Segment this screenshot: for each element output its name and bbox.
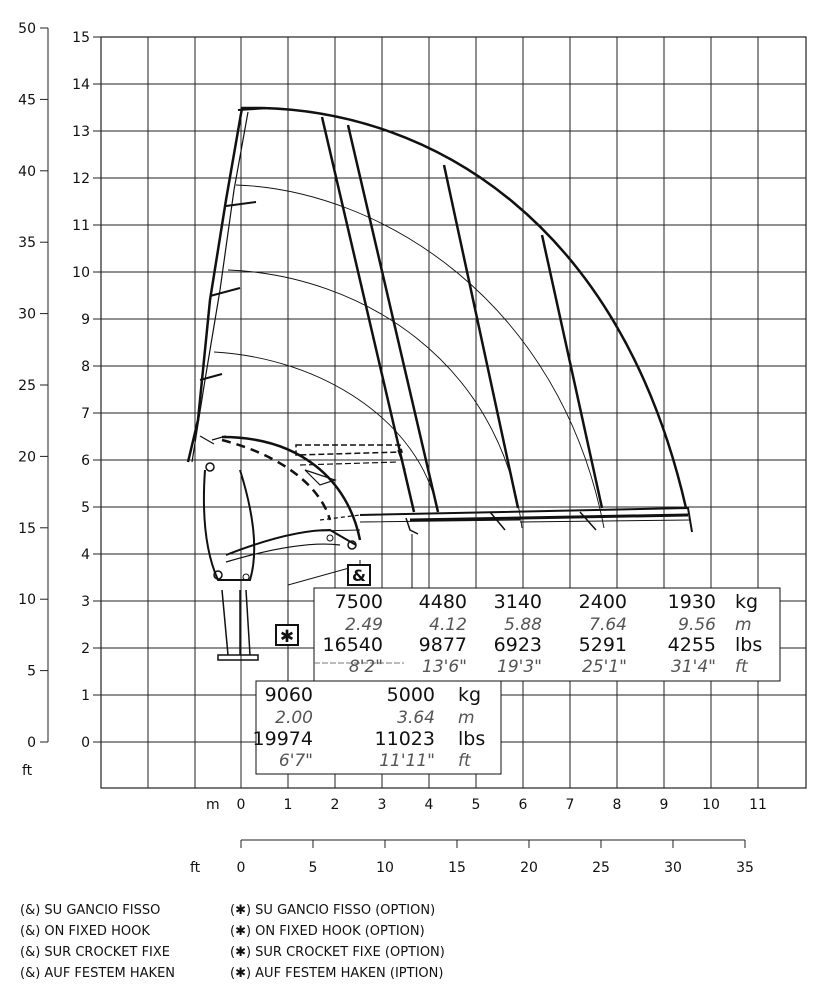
- m-value: 9.56: [678, 615, 716, 635]
- m-value: 2.00: [275, 708, 313, 728]
- legend-fixed-hook: [20, 903, 175, 981]
- legend-item: (&) SU GANCIO FISSO: [20, 903, 161, 918]
- lbs-value: 16540: [322, 634, 383, 656]
- unit-label: ft: [735, 657, 748, 677]
- lbs-value: 9877: [418, 634, 467, 656]
- ft-value: 13'6": [422, 657, 467, 677]
- bottom-m-ticks: [237, 797, 767, 813]
- m-tick-label: 10: [72, 265, 90, 281]
- svg-text:&: &: [352, 566, 366, 585]
- ft-tick-label: 35: [18, 235, 36, 252]
- fixed-hook-marker: [348, 565, 370, 585]
- ft-axis-ticks: [18, 21, 48, 751]
- bottom-ft-unit: ft: [190, 860, 201, 876]
- legend-item: (✱) AUF FESTEM HAKEN (IPTION): [230, 966, 444, 981]
- bottom-m-tick-label: 6: [518, 797, 528, 813]
- ft-value: 6'7": [278, 751, 313, 771]
- legend-item: (&) AUF FESTEM HAKEN: [20, 966, 176, 981]
- bottom-m-tick-label: 7: [565, 797, 575, 813]
- bottom-m-tick-label: 3: [377, 797, 387, 813]
- ft-tick-label: 40: [18, 163, 36, 180]
- ft-tick-label: 5: [27, 663, 36, 680]
- m-tick-label: 6: [81, 453, 90, 469]
- bottom-m-tick-label: 9: [659, 797, 669, 813]
- bottom-ft-tick-label: 20: [520, 860, 538, 876]
- legend-option: [230, 903, 445, 981]
- legend-item: (✱) SUR CROCKET FIXE (OPTION): [230, 945, 445, 960]
- m-tick-label: 14: [72, 77, 90, 93]
- bottom-m-tick-label: 1: [283, 797, 293, 813]
- m-value: 4.12: [429, 615, 467, 635]
- ft-tick-label: 15: [18, 520, 36, 537]
- m-value: 3.64: [397, 708, 435, 728]
- legend-item: (✱) ON FIXED HOOK (OPTION): [230, 924, 425, 939]
- m-tick-label: 1: [81, 688, 90, 704]
- m-tick-label: 3: [81, 594, 90, 610]
- ft-value: 19'3": [497, 657, 542, 677]
- lbs-value: 19974: [252, 728, 313, 750]
- bottom-m-unit: m: [206, 797, 220, 813]
- unit-label: lbs: [458, 728, 486, 750]
- ft-value: 31'4": [671, 657, 716, 677]
- bottom-m-tick-label: 4: [424, 797, 434, 813]
- m-tick-label: 9: [81, 312, 90, 328]
- lbs-value: 4255: [667, 634, 716, 656]
- m-value: 5.88: [504, 615, 542, 635]
- unit-label: m: [735, 615, 752, 635]
- lbs-value: 5291: [578, 634, 627, 656]
- bottom-m-tick-label: 8: [612, 797, 622, 813]
- bottom-m-tick-label: 5: [471, 797, 481, 813]
- bottom-ft-tick-label: 5: [308, 860, 318, 876]
- m-tick-label: 12: [72, 171, 90, 187]
- ft-tick-label: 10: [18, 592, 36, 609]
- kg-value: 7500: [334, 591, 383, 613]
- bottom-m-tick-label: 0: [236, 797, 246, 813]
- bottom-m-tick-label: 10: [702, 797, 720, 813]
- ft-tick-label: 20: [18, 449, 36, 466]
- kg-value: 1930: [667, 591, 716, 613]
- m-value: 2.49: [345, 615, 383, 635]
- bottom-ft-tick-label: 25: [592, 860, 610, 876]
- unit-label: kg: [735, 591, 759, 613]
- legend-item: (✱) SU GANCIO FISSO (OPTION): [230, 903, 436, 918]
- m-tick-label: 0: [81, 735, 90, 751]
- kg-value: 2400: [578, 591, 627, 613]
- kg-value: 4480: [418, 591, 467, 613]
- bottom-ft-tick-label: 10: [376, 860, 394, 876]
- ft-value: 11'11": [379, 751, 435, 771]
- ft-axis-unit: ft: [22, 763, 33, 779]
- ft-value: 25'1": [582, 657, 627, 677]
- capacity-table-fixed: [314, 588, 780, 681]
- m-tick-label: 13: [72, 124, 90, 140]
- bottom-m-tick-label: 2: [330, 797, 340, 813]
- capacity-table-option: [253, 681, 501, 774]
- unit-label: lbs: [735, 634, 763, 656]
- m-value: 7.64: [589, 615, 627, 635]
- lbs-value: 11023: [374, 728, 435, 750]
- m-tick-label: 15: [72, 30, 90, 46]
- bottom-ft-tick-label: 30: [664, 860, 682, 876]
- bottom-m-tick-label: 11: [749, 797, 767, 813]
- ft-tick-label: 45: [18, 92, 36, 109]
- m-tick-label: 5: [81, 500, 90, 516]
- legend-item: (&) ON FIXED HOOK: [20, 924, 150, 939]
- m-tick-label: 2: [81, 641, 90, 657]
- bottom-ft-ticks: [237, 840, 754, 876]
- option-marker: [276, 625, 298, 647]
- m-axis-ticks: [72, 30, 101, 751]
- m-tick-label: 7: [81, 406, 90, 422]
- kg-value: 9060: [264, 684, 313, 706]
- crane-drawing: [188, 108, 692, 660]
- kg-value: 5000: [386, 684, 435, 706]
- unit-label: ft: [458, 751, 471, 771]
- bottom-ft-tick-label: 15: [448, 860, 466, 876]
- bottom-ft-tick-label: 0: [236, 860, 246, 876]
- legend-item: (&) SUR CROCKET FIXE: [20, 945, 171, 960]
- bottom-ft-tick-label: 35: [736, 860, 754, 876]
- m-tick-label: 8: [81, 359, 90, 375]
- working-envelope: [214, 108, 686, 540]
- kg-value: 3140: [493, 591, 542, 613]
- unit-label: m: [458, 708, 475, 728]
- m-tick-label: 4: [81, 547, 90, 563]
- svg-text:✱: ✱: [279, 627, 295, 647]
- unit-label: kg: [458, 684, 482, 706]
- ft-tick-label: 30: [18, 306, 36, 323]
- ft-tick-label: 0: [27, 735, 36, 751]
- m-tick-label: 11: [72, 218, 90, 234]
- lbs-value: 6923: [493, 634, 542, 656]
- ft-value: 8'2": [348, 657, 383, 677]
- ft-tick-label: 25: [18, 378, 36, 394]
- ft-tick-label: 50: [18, 21, 36, 37]
